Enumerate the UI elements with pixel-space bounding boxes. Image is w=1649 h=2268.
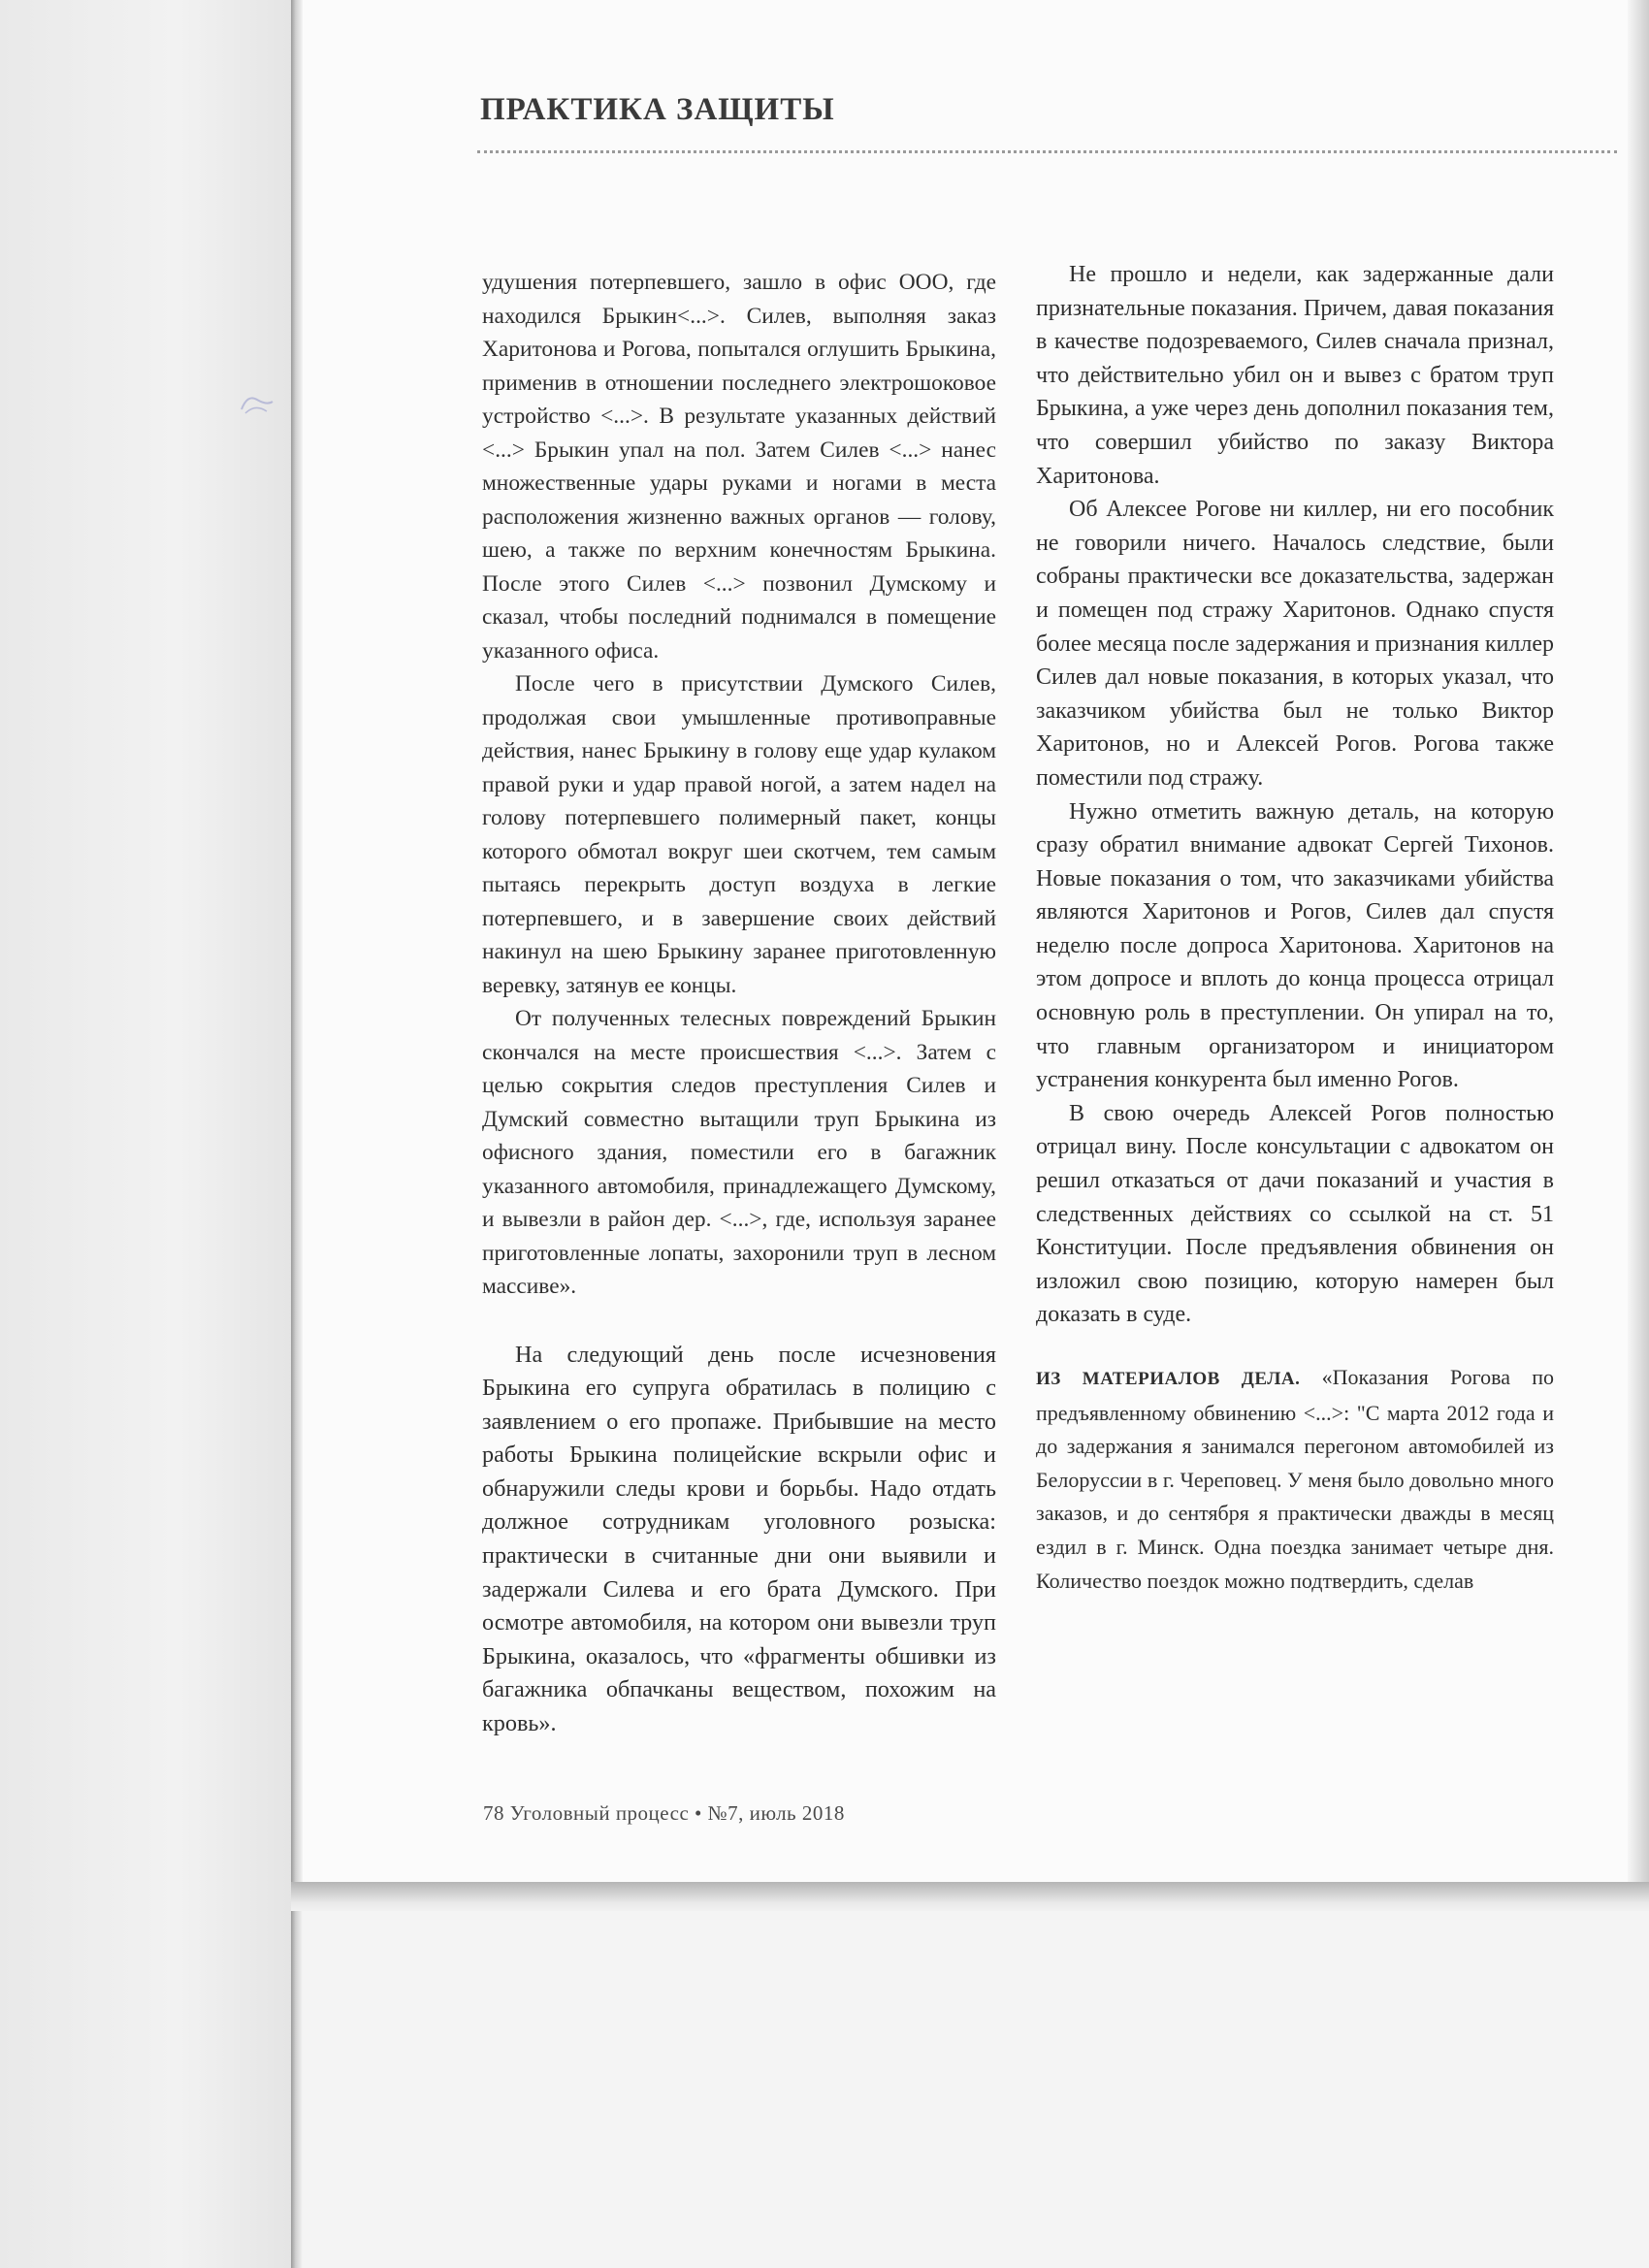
page-footer: 78 Уголовный процесс • №7, июль 2018 [483, 1801, 845, 1825]
section-header: ПРАКТИКА ЗАЩИТЫ [480, 92, 835, 127]
left-paragraph-2: После чего в присутствии Думского Силев, продолжая свои умышленные противоправные действия, нанес Брыкину в голову еще удар кулаком правой руки и удар правой ногой, а затем надел на голову потерпевшего полимерный пакет, концы которого обмотал вокруг шеи скотчем, тем самым пытаясь перекрыть доступ воздуха в легкие потерпевшего, и в завершение своих действий накинул на шею Брыкину заранее приготовленную веревку, затянув ее концы. [482, 671, 996, 998]
case-materials-label: ИЗ МАТЕРИАЛОВ ДЕЛА. [1036, 1369, 1301, 1389]
left-paragraph-3: От полученных телесных повреждений Брыкин скончался на месте происшествия <...>. Затем с целью сокрытия следов преступления Силев и Думский совместно вытащили труп Брыкина из офисного здания, поместили его в багажник указанного автомобиля, принадлежащего Думскому, и вывезли в район дер. <...>, где, используя заранее приготовленные лопаты, захоронили труп в лесном массиве». [482, 1006, 996, 1299]
page-bottom-shadow [291, 1882, 1649, 1911]
paragraph-gap [482, 1304, 996, 1339]
page-binding-edge [291, 0, 303, 2268]
page-right-edge [1628, 0, 1649, 1892]
scan-background-left [0, 0, 296, 2268]
header-divider [477, 150, 1617, 153]
right-paragraph-3: Нужно отметить важную деталь, на которую сразу обратил внимание адвокат Сергей Тихонов. Новые показания о том, что заказчиками убийства являются Харитонов и Рогов, Силев дал спустя неделю после допроса Харитонова. Харитонов на этом допросе и вплоть до конца процесса отрицал основную роль в преступлении. Он упирал на то, что главным организатором и инициатором устранения конкурента был именно Рогов. [1036, 798, 1554, 1093]
ink-mark-icon [238, 390, 276, 417]
case-materials-paragraph [1036, 1361, 1554, 1598]
left-column [482, 266, 996, 1741]
right-paragraph-2: Об Алексее Рогове ни киллер, ни его пособник не говорили ничего. Началось следствие, были собраны практически все доказательства, задержан и помещен под стражу Харитонов. Однако спустя более месяца после задержания и признания киллер Силев дал новые показания, в которых указал, что заказчиком убийства был не только Виктор Харитонов, но и Алексей Рогов. Рогова также поместили под стражу. [1036, 497, 1554, 791]
left-paragraph-4: На следующий день после исчезновения Брыкина его супруга обратилась в полицию с заявлением о его пропаже. Прибывшие на место работы Брыкина полицейские вскрыли офис и обнаружили следы крови и борьбы. Надо отдать должное сотрудникам уголовного розыска: практически в считанные дни они выявили и задержали Силева и его брата Думского. При осмотре автомобиля, на котором они вывезли труп Брыкина, оказалось, что «фрагменты обшивки из багажника обпачканы веществом, похожим на кровь». [482, 1341, 996, 1737]
right-paragraph-1: Не прошло и недели, как задержанные дали признательные показания. Причем, давая показания в качестве подозреваемого, Силев сначала признал, что действительно убил он и вывез с братом труп Брыкина, а уже через день дополнил показания тем, что совершил убийство по заказу Виктора Харитонова. [1036, 262, 1554, 489]
right-paragraph-4: В свою очередь Алексей Рогов полностью отрицал вину. После консультации с адвокатом он решил отказаться от дачи показаний и участия в следственных действиях со ссылкой на ст. 51 Конституции. После предъявления обвинения он изложил свою позицию, которую намерен был доказать в суде. [1036, 1100, 1554, 1328]
case-materials-text: «Показания Рогова по предъявленному обвинению <...>: "С марта 2012 года и до задержания я занимался перегоном автомобилей из Белоруссии в г. Череповец. У меня было довольно много заказов, и до сентября я практически дважды в месяц ездил в г. Минск. Одна поездка занимает четыре дня. Количество поездок можно подтвердить, сделав [1036, 1365, 1554, 1593]
paragraph-gap [1036, 1332, 1554, 1361]
right-column [1036, 258, 1554, 1598]
left-paragraph-1: удушения потерпевшего, зашло в офис ООО, где находился Брыкин<...>. Силев, выполняя заказ Харитонова и Рогова, попытался оглушить Брыкина, применив в отношении последнего электрошоковое устройство <...>. В результате указанных действий <...> Брыкин упал на пол. Затем Силев <...> нанес множественные удары руками и ногами в места расположения жизненно важных органов — голову, шею, а также по верхним конечностям Брыкина. После этого Силев <...> позвонил Думскому и сказал, чтобы последний поднимался в помещение указанного офиса. [482, 270, 996, 664]
